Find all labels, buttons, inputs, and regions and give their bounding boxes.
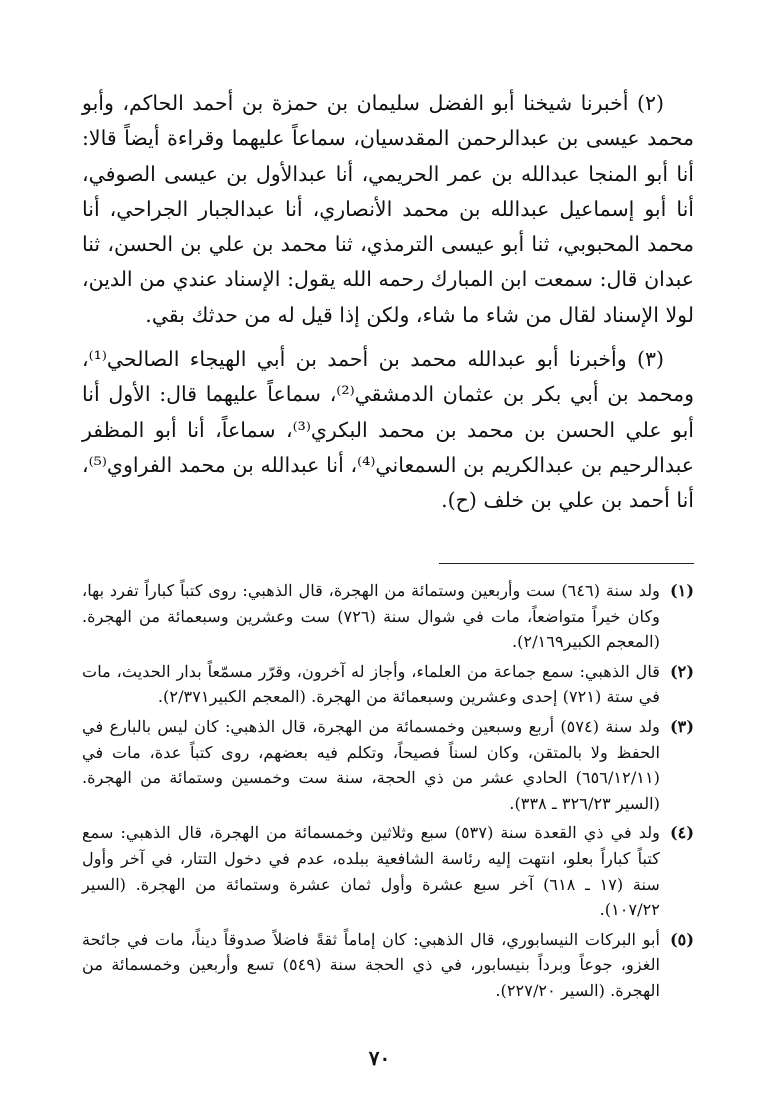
footnote-2 [82, 659, 694, 710]
footnote-number: (٣) [669, 716, 694, 736]
footnote-text: قال الذهبي: سمع جماعة من العلماء، وأجاز له آخرون، وقرّر مسمّعاً بدار الحديث، مات في ستة (٧٢١) إحدى وعشرين وسبعمائة من الهجرة. (المعجم الكبير٢/٣٧١). [82, 661, 660, 707]
paragraph-3: (٣) وأخبرنا أبو عبدالله محمد بن أحمد بن أبي الهيجاء الصالحي⁽¹⁾، ومحمد بن أبي بكر بن عثمان الدمشقي⁽²⁾، سماعاً عليهما قال: الأول أنا أبو علي الحسن بن محمد بن محمد البكري⁽³⁾، سماعاً، أنا أبو المظفر عبدالرحيم بن عبدالكريم بن السمعاني⁽⁴⁾، أنا عبدالله بن محمد الفراوي⁽⁵⁾، أنا أحمد بن علي بن خلف (ح). [82, 347, 694, 513]
footnote-number: (٥) [669, 929, 694, 949]
footnote-text: ولد سنة (٦٤٦) ست وأربعين وستمائة من الهجرة، قال الذهبي: روى كتباً كباراً تفرد بها، وكان خيراً متواضعاً، مات في شوال سنة (٧٢٦) ست وعشرين وسبعمائة من الهجرة. (المعجم الكبير٢/١٦٩). [82, 581, 661, 652]
paragraph-2: (٢) أخبرنا شيخنا أبو الفضل سليمان بن حمزة بن أحمد الحاكم، وأبو محمد عيسى بن عبدالرحمن المقدسيان، سماعاً عليهما وقراءة أيضاً قالا: أنا أبو المنجا عبدالله بن عمر الحريمي، أنا عبدالأول بن عيسى الصوفي، أنا أبو إسماعيل عبدالله بن محمد الأنصاري، أنا عبدالجبار الجراحي، أنا محمد المحبوبي، ثنا أبو عيسى الترمذي، ثنا محمد بن علي بن الحسن، ثنا عبدان قال: سمعت ابن المبارك رحمه الله يقول: الإسناد عندي من الدين، لولا الإسناد لقال من شاء ما شاء، ولكن إذا قيل له من حدثك بقي. [82, 91, 694, 327]
footnote-number: (٢) [669, 661, 694, 681]
footnote-text: ولد في ذي القعدة سنة (٥٣٧) سبع وثلاثين وخمسمائة من الهجرة، قال الذهبي: سمع كتباً كباراً بعلو، انتهت إليه رئاسة الشافعية ببلده، عدم في دخول التتار، في آخر وأول سنة (١٧ ـ ٦١٨) آخر سبع عشرة وأول ثمان عشرة وستمائة من الهجرة. (السير ١٠٧/٢٢). [82, 823, 660, 920]
page-number: ٧٠ [368, 1046, 391, 1070]
footnote-3 [82, 714, 694, 816]
footnote-4 [82, 820, 694, 922]
footnote-number: (١) [669, 581, 694, 600]
footnote-5 [82, 927, 694, 1004]
footnote-number: (٤) [669, 823, 694, 843]
footnote-text: أبو البركات النيسابوري، قال الذهبي: كان إماماً ثقةً فاضلاً صدوقاً ديناً، مات في جائحة الغزو، جوعاً وبرداً بنيسابور، في ذي الحجة سنة (٥٤٩) تسع وأربعين وخمسمائة من الهجرة. (السير ٢٢٧/٢٠). [82, 929, 660, 1000]
footnote-separator [439, 563, 694, 564]
main-text [82, 86, 694, 519]
footnote-1 [82, 578, 694, 655]
footnote-text: ولد سنة (٥٧٤) أربع وسبعين وخمسمائة من الهجرة، قال الذهبي: كان ليس بالبارع في الحفظ ولا بالمتقن، وكان لسناً فصيحاً، وتكلم فيه بعضهم، روى كتباً عدة، مات في (٦٥٦/١٢/١١) الحادي عشر من ذي الحجة، سنة ست وخمسين وستمائة من الهجرة. (السير ٣٢٦/٢٣ ـ ٣٣٨). [82, 716, 660, 813]
footnotes [82, 578, 694, 1008]
